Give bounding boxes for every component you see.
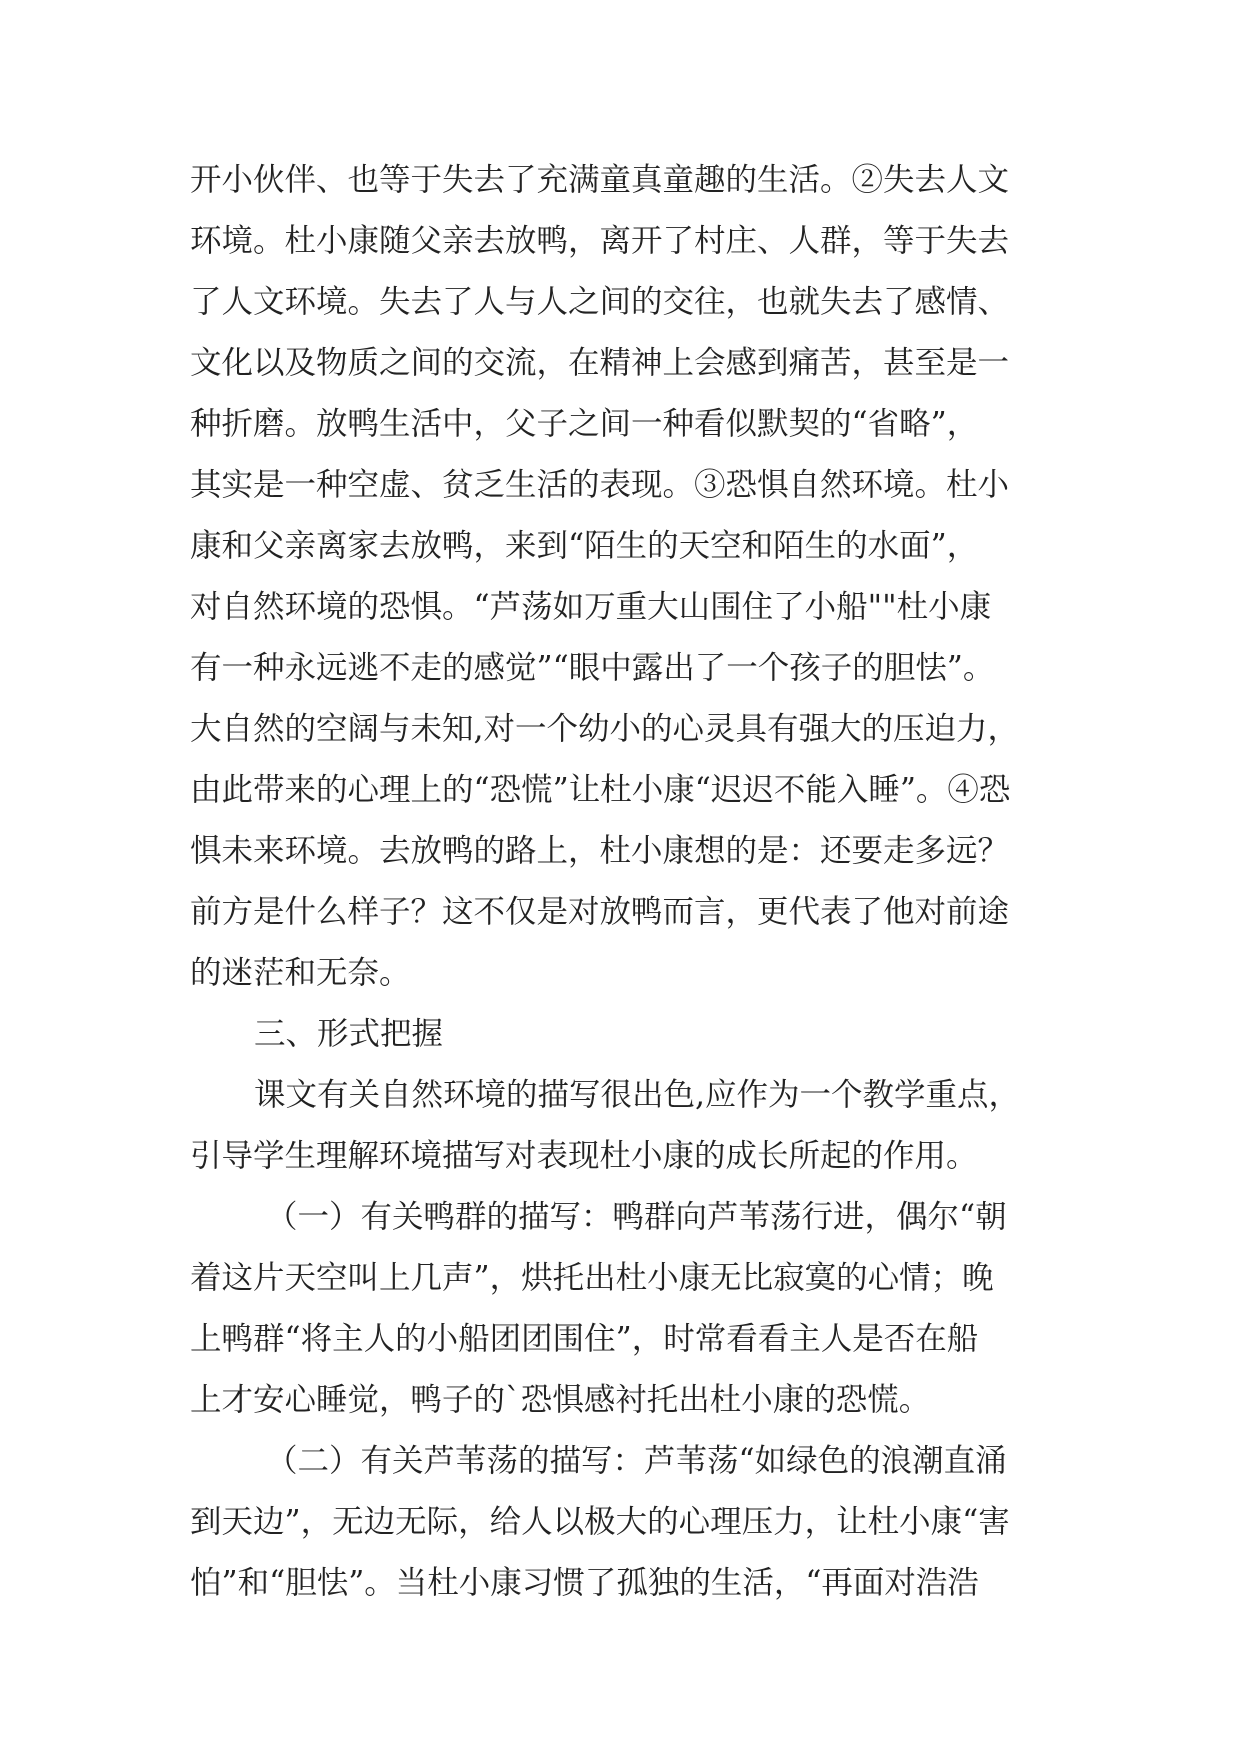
text-line: 文化以及物质之间的交流，在精神上会感到痛苦，甚至是一 xyxy=(190,345,1010,381)
text-line: 的迷茫和无奈。 xyxy=(190,955,411,991)
document-body xyxy=(190,150,1090,1614)
text-line: 对自然环境的恐惧。“芦荡如万重大山围住了小船""杜小康 xyxy=(190,589,992,625)
paragraph-line: 引导学生理解环境描写对表现杜小康的成长所起的作用。 xyxy=(190,1138,978,1174)
text-line: 前方是什么样子？这不仅是对放鸭而言，更代表了他对前途 xyxy=(190,894,1010,930)
text-line: 有一种永远逃不走的感觉”“眼中露出了一个孩子的胆怯”。 xyxy=(190,650,995,686)
text-line: 由此带来的心理上的“恐慌”让杜小康“迟迟不能入睡”。④恐 xyxy=(190,772,1011,808)
text-line: 其实是一种空虚、贫乏生活的表现。③恐惧自然环境。杜小 xyxy=(190,467,1010,503)
text-line: 康和父亲离家去放鸭，来到“陌生的天空和陌生的水面”， xyxy=(190,528,979,564)
subsection-line: 着这片天空叫上几声”，烘托出杜小康无比寂寞的心情；晚 xyxy=(190,1260,994,1296)
subsection-line: （一）有关鸭群的描写：鸭群向芦苇荡行进，偶尔“朝 xyxy=(266,1199,1007,1235)
section-heading: 三、形式把握 xyxy=(254,1016,444,1052)
text-line: 大自然的空阔与未知,对一个幼小的心灵具有强大的压迫力， xyxy=(190,711,1020,747)
text-line: 种折磨。放鸭生活中，父子之间一种看似默契的“省略”， xyxy=(190,406,979,442)
subsection-line: 上鸭群“将主人的小船团团围住”，时常看看主人是否在船 xyxy=(190,1321,979,1357)
text-line: 了人文环境。失去了人与人之间的交往，也就失去了感情、 xyxy=(190,284,1010,320)
subsection-line: 上才安心睡觉，鸭子的`恐惧感衬托出杜小康的恐慌。 xyxy=(190,1382,931,1418)
subsection-line: 怕”和“胆怯”。当杜小康习惯了孤独的生活，“再面对浩浩 xyxy=(190,1565,979,1601)
text-line: 惧未来环境。去放鸭的路上，杜小康想的是：还要走多远？ xyxy=(190,833,1010,869)
text-line: 开小伙伴、也等于失去了充满童真童趣的生活。②失去人文 xyxy=(190,162,1010,198)
subsection-line: 到天边”，无边无际，给人以极大的心理压力，让杜小康“害 xyxy=(190,1504,1010,1540)
text-line: 环境。杜小康随父亲去放鸭，离开了村庄、人群，等于失去 xyxy=(190,223,1010,259)
paragraph-line: 课文有关自然环境的描写很出色,应作为一个教学重点， xyxy=(254,1077,1021,1113)
subsection-line: （二）有关芦苇荡的描写：芦苇荡“如绿色的浪潮直涌 xyxy=(266,1443,1007,1479)
